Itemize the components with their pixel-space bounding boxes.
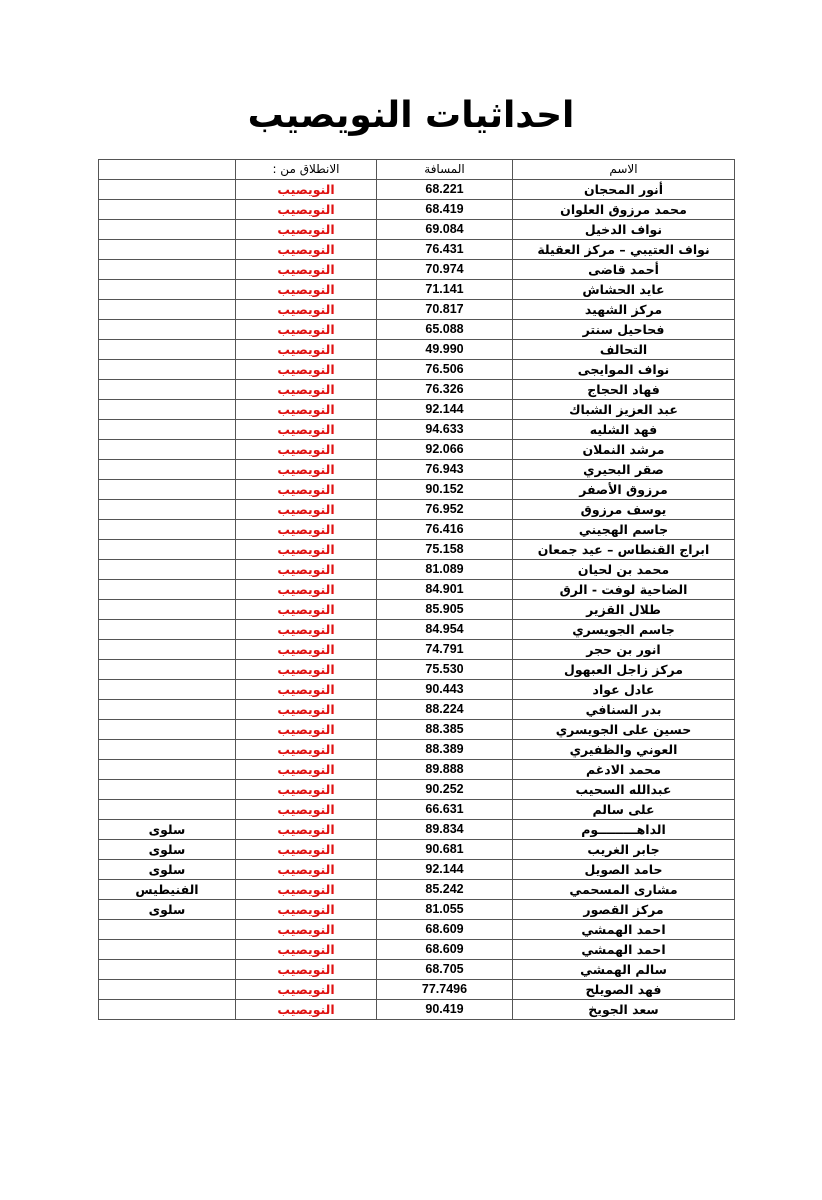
row-extra (99, 720, 236, 740)
row-name: مركز القصور (513, 900, 735, 920)
row-name: جاسم الجويسري (513, 620, 735, 640)
table-row (99, 980, 735, 1000)
row-extra (99, 1000, 236, 1020)
row-distance: 81.089 (377, 560, 513, 580)
row-distance: 88.389 (377, 740, 513, 760)
row-from: النويصيب (236, 940, 377, 960)
row-from: النويصيب (236, 700, 377, 720)
row-extra (99, 560, 236, 580)
row-name: بدر السنافي (513, 700, 735, 720)
row-name: مشارى المسحمي (513, 880, 735, 900)
table-row (99, 480, 735, 500)
table-row (99, 960, 735, 980)
row-name: فهد الشليه (513, 420, 735, 440)
row-distance: 88.385 (377, 720, 513, 740)
row-name: صقر البحيري (513, 460, 735, 480)
row-extra (99, 660, 236, 680)
row-name: انور بن حجر (513, 640, 735, 660)
row-distance: 71.141 (377, 280, 513, 300)
row-distance: 94.633 (377, 420, 513, 440)
table-row (99, 180, 735, 200)
row-distance: 84.954 (377, 620, 513, 640)
row-from: النويصيب (236, 920, 377, 940)
row-extra (99, 320, 236, 340)
table-row (99, 700, 735, 720)
row-name: فحاحيل سنتر (513, 320, 735, 340)
header-name: الاسم (513, 160, 735, 180)
row-extra: سلوى (99, 860, 236, 880)
table-row (99, 860, 735, 880)
row-distance: 92.144 (377, 400, 513, 420)
header-extra (99, 160, 236, 180)
row-name: محمد بن لحيان (513, 560, 735, 580)
row-name: حسين على الجويسري (513, 720, 735, 740)
row-from: النويصيب (236, 620, 377, 640)
row-name: مركز الشهيد (513, 300, 735, 320)
row-from: النويصيب (236, 500, 377, 520)
row-distance: 76.506 (377, 360, 513, 380)
row-distance: 74.791 (377, 640, 513, 660)
table-row (99, 940, 735, 960)
table-row (99, 280, 735, 300)
row-from: النويصيب (236, 460, 377, 480)
row-from: النويصيب (236, 420, 377, 440)
row-extra (99, 480, 236, 500)
row-from: النويصيب (236, 520, 377, 540)
row-distance: 88.224 (377, 700, 513, 720)
row-distance: 90.252 (377, 780, 513, 800)
row-extra (99, 180, 236, 200)
row-from: النويصيب (236, 440, 377, 460)
row-distance: 49.990 (377, 340, 513, 360)
row-extra (99, 340, 236, 360)
row-name: جاسم الهجيني (513, 520, 735, 540)
row-distance: 75.158 (377, 540, 513, 560)
row-from: النويصيب (236, 540, 377, 560)
page-title: احداثيات النويصيب (247, 95, 575, 136)
row-name: عبدالله السحيب (513, 780, 735, 800)
row-distance: 84.901 (377, 580, 513, 600)
row-distance: 89.834 (377, 820, 513, 840)
row-extra (99, 280, 236, 300)
row-extra (99, 980, 236, 1000)
row-distance: 85.905 (377, 600, 513, 620)
row-extra (99, 540, 236, 560)
header-distance: المسافة (377, 160, 513, 180)
row-from: النويصيب (236, 860, 377, 880)
row-from: النويصيب (236, 480, 377, 500)
row-from: النويصيب (236, 900, 377, 920)
header-from: الانطلاق من : (236, 160, 377, 180)
table-row (99, 840, 735, 860)
row-name: سعد الجويخ (513, 1000, 735, 1020)
row-extra (99, 520, 236, 540)
row-extra (99, 940, 236, 960)
row-from: النويصيب (236, 780, 377, 800)
row-name: الضاحية لوفت - الرق (513, 580, 735, 600)
table-row (99, 520, 735, 540)
table-row (99, 680, 735, 700)
row-extra (99, 600, 236, 620)
row-distance: 76.431 (377, 240, 513, 260)
row-name: الداهـــــــــوم (513, 820, 735, 840)
row-name: عبد العزيز الشباك (513, 400, 735, 420)
table-row (99, 820, 735, 840)
row-distance: 68.705 (377, 960, 513, 980)
table-row (99, 320, 735, 340)
table-row (99, 400, 735, 420)
row-from: النويصيب (236, 240, 377, 260)
row-extra (99, 740, 236, 760)
row-name: أنور المحجان (513, 180, 735, 200)
row-name: سالم الهمشي (513, 960, 735, 980)
row-extra (99, 580, 236, 600)
table-row (99, 360, 735, 380)
row-from: النويصيب (236, 640, 377, 660)
row-name: طلال القزير (513, 600, 735, 620)
row-extra (99, 420, 236, 440)
row-distance: 90.681 (377, 840, 513, 860)
row-extra (99, 780, 236, 800)
row-from: النويصيب (236, 180, 377, 200)
row-from: النويصيب (236, 580, 377, 600)
row-extra (99, 680, 236, 700)
row-extra (99, 380, 236, 400)
row-distance: 65.088 (377, 320, 513, 340)
row-name: حامد الصويل (513, 860, 735, 880)
row-distance: 81.055 (377, 900, 513, 920)
row-from: النويصيب (236, 220, 377, 240)
table-row (99, 340, 735, 360)
row-name: عايد الحشاش (513, 280, 735, 300)
row-extra (99, 620, 236, 640)
row-extra: سلوى (99, 900, 236, 920)
row-name: العوني والظفيري (513, 740, 735, 760)
table-row (99, 660, 735, 680)
table-row (99, 600, 735, 620)
row-from: النويصيب (236, 720, 377, 740)
row-name: على سالم (513, 800, 735, 820)
table-row (99, 200, 735, 220)
table-row (99, 300, 735, 320)
row-name: محمد الادغم (513, 760, 735, 780)
row-distance: 90.443 (377, 680, 513, 700)
row-from: النويصيب (236, 260, 377, 280)
row-from: النويصيب (236, 840, 377, 860)
row-from: النويصيب (236, 340, 377, 360)
row-extra: سلوى (99, 840, 236, 860)
row-from: النويصيب (236, 600, 377, 620)
row-name: مرزوق الأصفر (513, 480, 735, 500)
table-row (99, 620, 735, 640)
table-row (99, 460, 735, 480)
row-distance: 75.530 (377, 660, 513, 680)
row-distance: 70.817 (377, 300, 513, 320)
row-name: ابراج القنطاس – عيد جمعان (513, 540, 735, 560)
row-distance: 68.221 (377, 180, 513, 200)
row-from: النويصيب (236, 760, 377, 780)
row-extra (99, 760, 236, 780)
row-name: نواف الدخيل (513, 220, 735, 240)
row-extra (99, 640, 236, 660)
row-name: التحالف (513, 340, 735, 360)
row-distance: 76.326 (377, 380, 513, 400)
row-extra (99, 300, 236, 320)
table-row (99, 900, 735, 920)
row-name: نواف الموايجى (513, 360, 735, 380)
row-distance: 76.416 (377, 520, 513, 540)
row-distance: 77.7496 (377, 980, 513, 1000)
coordinates-table (98, 159, 735, 1020)
row-from: النويصيب (236, 800, 377, 820)
row-from: النويصيب (236, 280, 377, 300)
row-from: النويصيب (236, 560, 377, 580)
row-extra (99, 500, 236, 520)
table-row (99, 780, 735, 800)
row-distance: 90.152 (377, 480, 513, 500)
table-row (99, 580, 735, 600)
row-extra (99, 220, 236, 240)
table-row (99, 740, 735, 760)
row-extra (99, 360, 236, 380)
table-row (99, 800, 735, 820)
row-distance: 69.084 (377, 220, 513, 240)
row-name: جابر الغريب (513, 840, 735, 860)
row-from: النويصيب (236, 820, 377, 840)
row-distance: 92.066 (377, 440, 513, 460)
row-distance: 89.888 (377, 760, 513, 780)
row-extra (99, 240, 236, 260)
row-extra (99, 200, 236, 220)
table-row (99, 1000, 735, 1020)
table-row (99, 880, 735, 900)
row-distance: 68.609 (377, 920, 513, 940)
row-from: النويصيب (236, 660, 377, 680)
row-distance: 76.952 (377, 500, 513, 520)
row-from: النويصيب (236, 680, 377, 700)
row-from: النويصيب (236, 740, 377, 760)
row-from: النويصيب (236, 200, 377, 220)
row-extra (99, 800, 236, 820)
row-name: محمد مرزوق العلوان (513, 200, 735, 220)
table-row (99, 720, 735, 740)
row-extra (99, 960, 236, 980)
table-row (99, 220, 735, 240)
row-from: النويصيب (236, 320, 377, 340)
row-name: يوسف مرزوق (513, 500, 735, 520)
row-from: النويصيب (236, 980, 377, 1000)
row-name: فهاد الحجاج (513, 380, 735, 400)
row-name: فهد الصويلح (513, 980, 735, 1000)
row-from: النويصيب (236, 380, 377, 400)
row-distance: 90.419 (377, 1000, 513, 1020)
row-distance: 68.609 (377, 940, 513, 960)
row-name: احمد الهمشي (513, 920, 735, 940)
row-from: النويصيب (236, 960, 377, 980)
row-name: احمد الهمشي (513, 940, 735, 960)
table-row (99, 260, 735, 280)
row-name: عادل عواد (513, 680, 735, 700)
row-extra (99, 260, 236, 280)
row-from: النويصيب (236, 360, 377, 380)
table-header-row (99, 160, 735, 180)
row-extra (99, 700, 236, 720)
row-name: مركز زاجل العبهول (513, 660, 735, 680)
row-distance: 85.242 (377, 880, 513, 900)
row-from: النويصيب (236, 1000, 377, 1020)
row-extra (99, 460, 236, 480)
row-name: مرشد النملان (513, 440, 735, 460)
row-extra (99, 440, 236, 460)
table-body (99, 180, 735, 1020)
table-row (99, 440, 735, 460)
table-row (99, 420, 735, 440)
table-row (99, 240, 735, 260)
table-row (99, 380, 735, 400)
row-name: أحمد قاضى (513, 260, 735, 280)
row-distance: 92.144 (377, 860, 513, 880)
row-distance: 76.943 (377, 460, 513, 480)
table-row (99, 500, 735, 520)
row-distance: 66.631 (377, 800, 513, 820)
table-row (99, 640, 735, 660)
row-from: النويصيب (236, 400, 377, 420)
row-extra (99, 400, 236, 420)
row-from: النويصيب (236, 300, 377, 320)
row-extra (99, 920, 236, 940)
row-from: النويصيب (236, 880, 377, 900)
row-name: نواف العتيبي – مركز العقيلة (513, 240, 735, 260)
row-distance: 68.419 (377, 200, 513, 220)
row-distance: 70.974 (377, 260, 513, 280)
table-row (99, 560, 735, 580)
row-extra: سلوى (99, 820, 236, 840)
table-row (99, 920, 735, 940)
table-row (99, 540, 735, 560)
table-row (99, 760, 735, 780)
row-extra: الفنيطيس (99, 880, 236, 900)
